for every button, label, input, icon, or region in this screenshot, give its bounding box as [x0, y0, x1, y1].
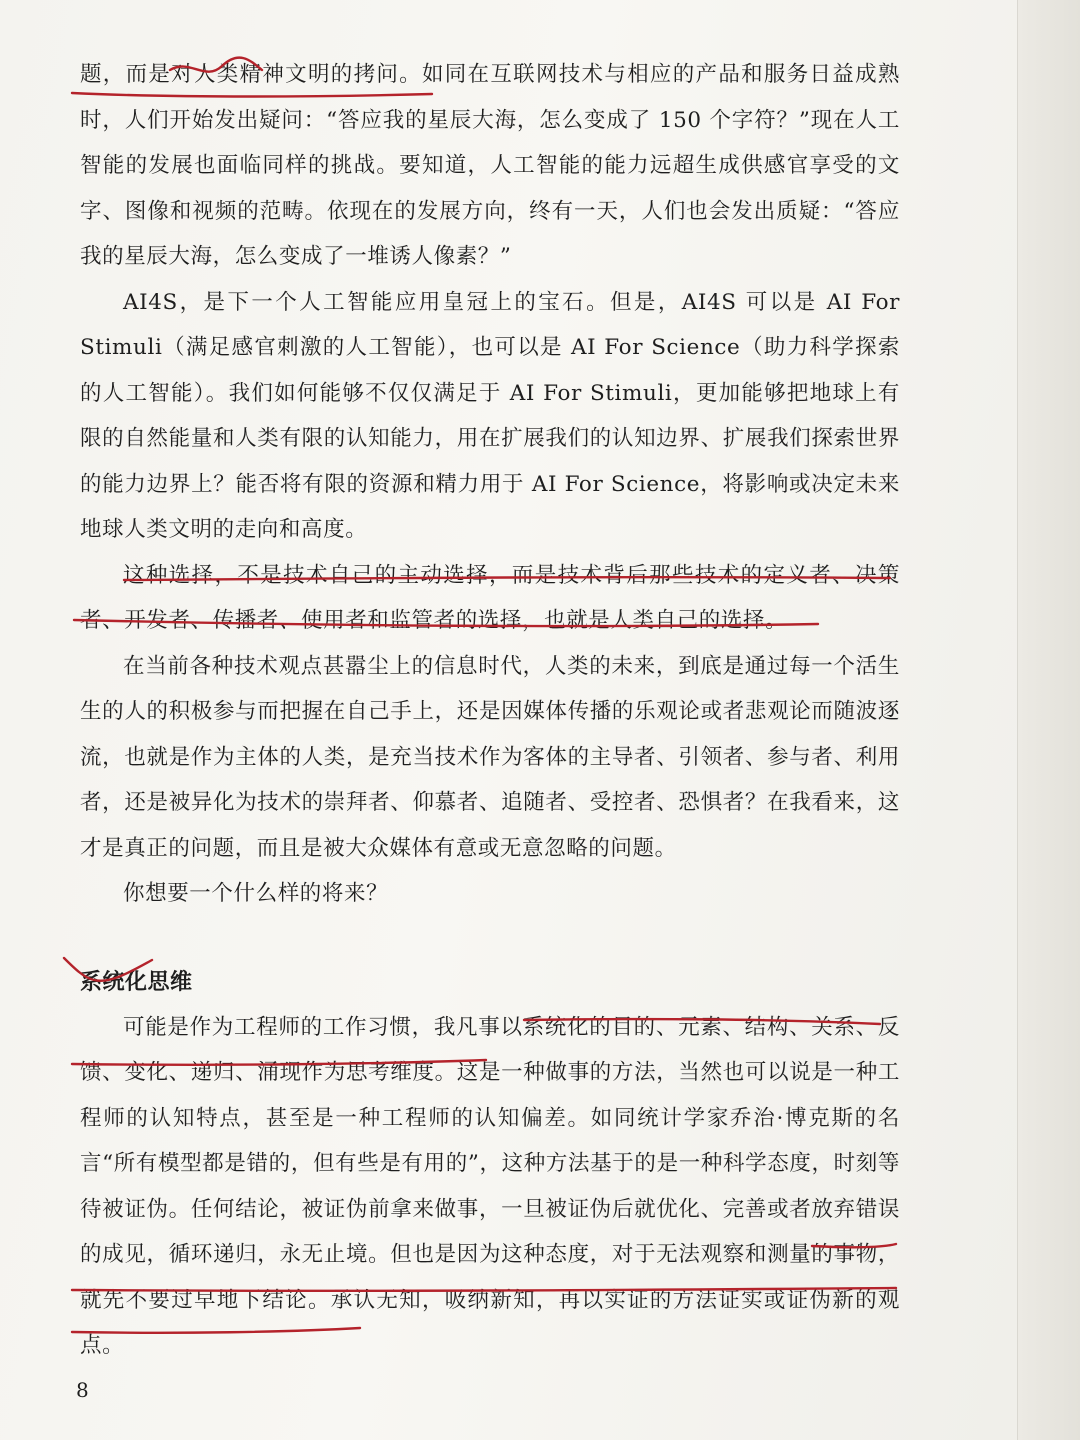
- book-page-text: [80, 52, 900, 1369]
- paragraph-2: AI4S，是下一个人工智能应用皇冠上的宝石。但是，AI4S 可以是 AI For Stimuli（满足感官刺激的人工智能），也可以是 AI For Science（助力科学探索的人工智能）。我们如何能够不仅仅满足于 AI For Stimuli，更加能够把地球上有限的自然能量和人类有限的认知能力，用在扩展我们的认知边界、扩展我们探索世界的能力边界上？能否将有限的资源和精力用于 AI For Science，将影响或决定未来地球人类文明的走向和高度。: [80, 289, 900, 542]
- paragraph-1: 题，而是对人类精神文明的拷问。如同在互联网技术与相应的产品和服务日益成熟时，人们开始发出疑问：“答应我的星辰大海，怎么变成了 150 个字符？”现在人工智能的发展也面临同样的挑战。要知道，人工智能的能力远超生成供感官享受的文字、图像和视频的范畴。依现在的发展方向，终有一天，人们也会发出质疑：“答应我的星辰大海，怎么变成了一堆诱人像素？”: [80, 62, 900, 269]
- paragraph-5: 你想要一个什么样的将来？: [123, 881, 389, 906]
- paragraph-4: 在当前各种技术观点甚嚣尘上的信息时代，人类的未来，到底是通过每一个活生生的人的积极参与而把握在自己手上，还是因媒体传播的乐观论或者悲观论而随波逐流，也就是作为主体的人类，是充当技术作为客体的主导者、引领者、参与者、利用者，还是被异化为技术的崇拜者、仰慕者、追随者、受控者、恐惧者？在我看来，这才是真正的问题，而且是被大众媒体有意或无意忽略的问题。: [80, 653, 900, 861]
- paragraph-6: 可能是作为工程师的工作习惯，我凡事以系统化的目的、元素、结构、关系、反馈、变化、递归、涌现作为思考维度。这是一种做事的方法，当然也可以说是一种工程师的认知特点，甚至是一种工程师的认知偏差。如同统计学家乔治·博克斯的名言“所有模型都是错的，但有些是有用的”，这种方法基于的是一种科学态度，时刻等待被证伪。任何结论，被证伪前拿来做事，一旦被证伪后就优化、完善或者放弃错误的成见，循环递归，永无止境。但也是因为这种态度，对于无法观察和测量的事物，就先不要过早地下结论。承认无知，吸纳新知，再以实证的方法证实或证伪新的观点。: [80, 1014, 900, 1358]
- page-number: 8: [76, 1378, 89, 1402]
- page-edge: [1017, 0, 1080, 1440]
- section-heading: 系统化思维: [80, 969, 193, 995]
- paragraph-3: 这种选择，不是技术自己的主动选择，而是技术背后那些技术的定义者、决策者、开发者、传播者、使用者和监管者的选择，也就是人类自己的选择。: [80, 562, 900, 633]
